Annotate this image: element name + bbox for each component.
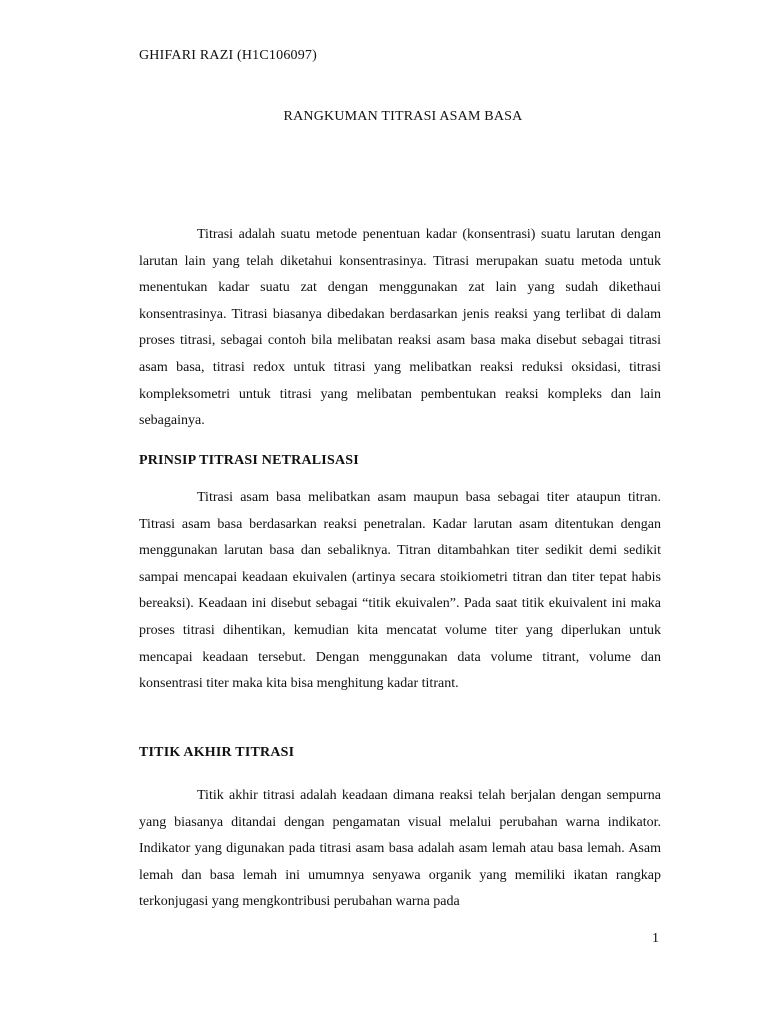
section-heading-titik-akhir: TITIK AKHIR TITRASI (139, 745, 295, 760)
paragraph-intro: Titrasi adalah suatu metode penentuan kadar (konsentrasi) suatu larutan dengan larutan lain yang telah diketahui konsentrasinya. Titrasi merupakan suatu metoda untuk menentukan kadar suatu zat dengan menggunakan zat lain yang sudah dikethaui konsentrasinya. Titrasi biasanya dibedakan berdasarkan jenis reaksi yang terlibat di dalam proses titrasi, sebagai contoh bila melibatan reaksi asam basa maka disebut sebagai titrasi asam basa, titrasi redox untuk titrasi yang melibatkan reaksi reduksi oksidasi, titrasi kompleksometri untuk titrasi yang melibatan pembentukan reaksi kompleks dan lain sebagainya. (139, 227, 661, 429)
page-number: 1 (652, 931, 659, 946)
author-line: GHIFARI RAZI (H1C106097) (139, 48, 317, 63)
document-title: RANGKUMAN TITRASI ASAM BASA (283, 109, 523, 124)
paragraph-titik-akhir: Titik akhir titrasi adalah keadaan dimana reaksi telah berjalan dengan sempurna yang biasanya ditandai dengan pengamatan visual melalui perubahan warna indikator. Indikator yang digunakan pada titrasi asam basa adalah asam lemah atau basa lemah. Asam lemah dan basa lemah ini umumnya senyawa organik yang memiliki ikatan rangkap terkonjugasi yang mengkontribusi perubahan warna pada (139, 788, 661, 910)
section-heading-prinsip: PRINSIP TITRASI NETRALISASI (139, 453, 359, 468)
paragraph-prinsip: Titrasi asam basa melibatkan asam maupun basa sebagai titer ataupun titran. Titrasi asam basa berdasarkan reaksi penetralan. Kadar larutan asam ditentukan dengan menggunakan larutan basa dan sebaliknya. Titran ditambahkan titer sedikit demi sedikit sampai mencapai keadaan ekuivalen (artinya secara stoikiometri titran dan titer tepat habis bereaksi). Keadaan ini disebut sebagai “titik ekuivalen”. Pada saat titik ekuivalent ini maka proses titrasi dihentikan, kemudian kita mencatat volume titer yang diperlukan untuk mencapai keadaan tersebut. Dengan menggunakan data volume titrant, volume dan konsentrasi titer maka kita bisa menghitung kadar titrant. (139, 490, 661, 692)
